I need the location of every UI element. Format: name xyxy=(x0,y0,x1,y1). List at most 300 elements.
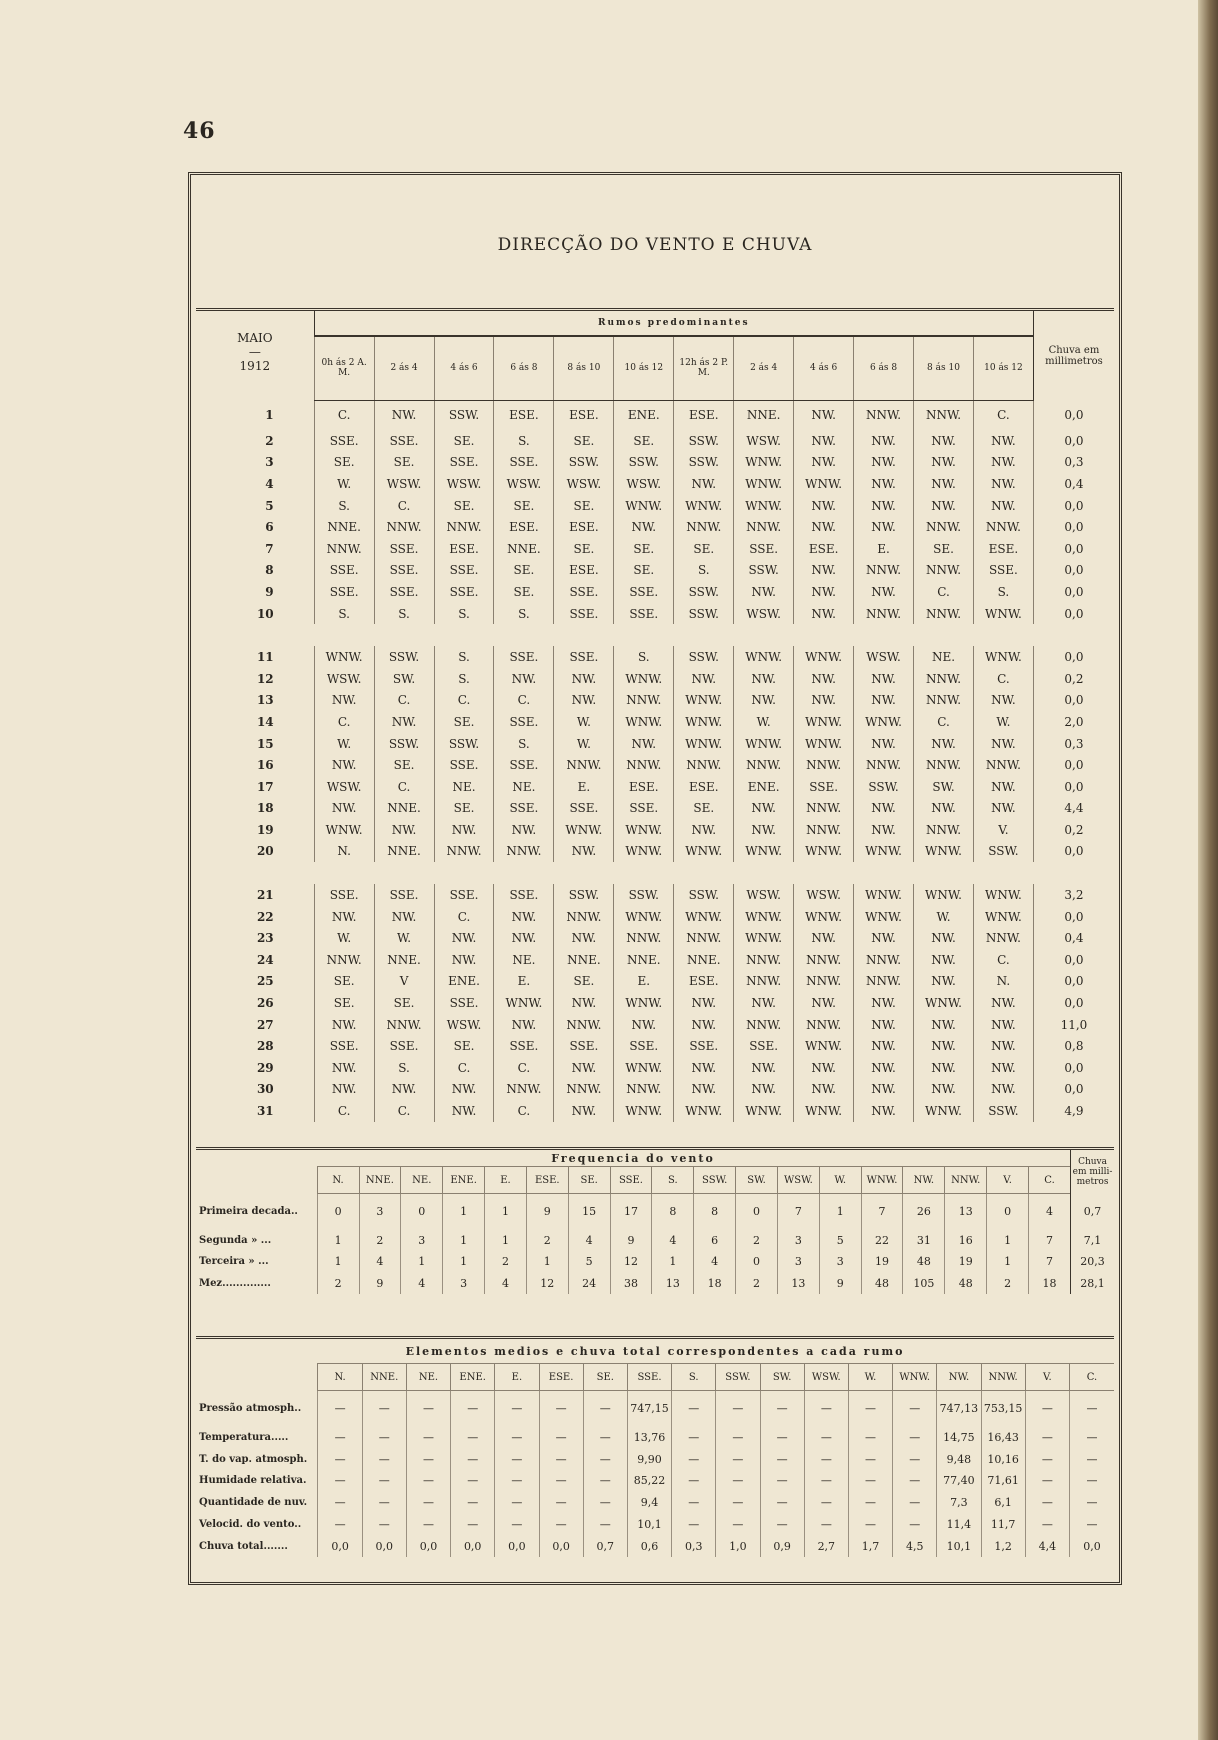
day-row xyxy=(196,1014,1114,1036)
wind-direction-cell: NW. xyxy=(614,516,674,538)
wind-direction-cell: NNW. xyxy=(854,949,914,971)
elements-cell: 10,1 xyxy=(937,1535,981,1557)
day-row xyxy=(196,1079,1114,1101)
frequency-cell: 0 xyxy=(736,1194,778,1230)
elements-cell: 11,7 xyxy=(981,1514,1025,1536)
frequency-row xyxy=(196,1273,1114,1295)
frequency-cell: 3 xyxy=(443,1273,485,1295)
wind-direction-cell: SSE. xyxy=(494,646,554,668)
wind-direction-cell: WNW. xyxy=(794,473,854,495)
wind-direction-cell: SSW. xyxy=(674,884,734,906)
wind-direction-cell: NNW. xyxy=(914,754,974,776)
wind-direction-cell: NW. xyxy=(854,430,914,452)
elements-cell: — xyxy=(451,1427,495,1449)
month-dash: — xyxy=(248,345,261,359)
elements-cell: — xyxy=(406,1492,450,1514)
group-header: Rumos predominantes xyxy=(314,311,1033,336)
wind-direction-cell: SSE. xyxy=(494,798,554,820)
wind-direction-cell: S. xyxy=(434,603,494,625)
day-number: 21 xyxy=(256,888,274,903)
elements-caption: Elementos medios e chuva total correspondentes a cada rumo xyxy=(405,1344,905,1358)
wind-direction-cell: N. xyxy=(314,841,374,863)
frequency-cell: 2 xyxy=(736,1230,778,1252)
wind-direction-cell: C. xyxy=(914,581,974,603)
rain-cell: 0,0 xyxy=(1033,400,1114,430)
elements-cell: — xyxy=(804,1427,848,1449)
day-number: 23 xyxy=(256,931,274,946)
wind-direction-cell: NW. xyxy=(794,430,854,452)
frequency-cell: 6 xyxy=(694,1230,736,1252)
wind-direction-cell: NW. xyxy=(914,798,974,820)
elements-cell: 4,4 xyxy=(1025,1535,1069,1557)
day-number: 31 xyxy=(256,1104,274,1119)
wind-direction-cell: WSW. xyxy=(614,473,674,495)
elements-cell: — xyxy=(760,1448,804,1470)
elements-cell: — xyxy=(804,1514,848,1536)
elements-cell: — xyxy=(804,1391,848,1427)
frequency-cell: 7 xyxy=(1029,1251,1071,1273)
elements-cell: 11,4 xyxy=(937,1514,981,1536)
wind-direction-cell: NW. xyxy=(794,992,854,1014)
wind-direction-cell: NW. xyxy=(794,516,854,538)
wind-direction-cell: E. xyxy=(494,971,554,993)
wind-direction-cell: NW. xyxy=(314,1057,374,1079)
elements-cell: — xyxy=(848,1448,892,1470)
wind-direction-cell: NNW. xyxy=(914,516,974,538)
elements-cell: 9,48 xyxy=(937,1448,981,1470)
elements-column-header: V. xyxy=(1025,1364,1069,1391)
elements-cell: — xyxy=(1069,1391,1114,1427)
frequency-column-header: NE. xyxy=(401,1167,443,1194)
wind-direction-cell: SSW. xyxy=(374,646,434,668)
frequency-rain-header: Chuva em milli-metros xyxy=(1071,1150,1114,1194)
elements-section xyxy=(196,1336,1114,1557)
wind-direction-cell: S. xyxy=(973,581,1033,603)
elements-column-header: NNW. xyxy=(981,1364,1025,1391)
elements-cell: 0,3 xyxy=(672,1535,716,1557)
wind-direction-cell: WNW. xyxy=(734,646,794,668)
wind-direction-cell: NW. xyxy=(854,1079,914,1101)
book-spine xyxy=(1198,0,1218,1740)
wind-direction-cell: S. xyxy=(374,1057,434,1079)
elements-cell: — xyxy=(804,1448,848,1470)
wind-direction-cell: SSE. xyxy=(554,1035,614,1057)
wind-direction-cell: SE. xyxy=(554,538,614,560)
wind-direction-cell: NE. xyxy=(434,776,494,798)
wind-direction-cell: WNW. xyxy=(973,906,1033,928)
wind-direction-cell: SSE. xyxy=(374,430,434,452)
wind-direction-cell: NNW. xyxy=(914,400,974,430)
day-row xyxy=(196,560,1114,582)
wind-direction-cell: NW. xyxy=(973,733,1033,755)
day-number: 22 xyxy=(256,909,274,924)
frequency-cell: 1 xyxy=(443,1230,485,1252)
wind-direction-cell: WNW. xyxy=(914,884,974,906)
wind-direction-cell: SSE. xyxy=(494,1035,554,1057)
frequency-cell: 26 xyxy=(903,1194,945,1230)
frequency-cell: 31 xyxy=(903,1230,945,1252)
wind-direction-cell: NW. xyxy=(794,495,854,517)
wind-direction-cell: NW. xyxy=(973,495,1033,517)
elements-cell: 0,0 xyxy=(451,1535,495,1557)
day-number: 16 xyxy=(256,758,274,773)
wind-direction-cell: NW. xyxy=(794,581,854,603)
wind-direction-cell: S. xyxy=(434,646,494,668)
frequency-row-label: Mez.............. xyxy=(199,1277,271,1289)
wind-direction-cell: NW. xyxy=(674,1079,734,1101)
wind-direction-cell: S. xyxy=(674,560,734,582)
wind-direction-cell: NW. xyxy=(314,754,374,776)
hour-header: 2 ás 4 xyxy=(374,336,434,400)
wind-direction-cell: SSE. xyxy=(554,798,614,820)
wind-direction-cell: SE. xyxy=(494,581,554,603)
year-label: 1912 xyxy=(239,359,271,373)
elements-cell: — xyxy=(1069,1470,1114,1492)
rain-cell: 2,0 xyxy=(1033,711,1114,733)
frequency-cell: 1 xyxy=(485,1194,527,1230)
wind-direction-cell: NW. xyxy=(434,949,494,971)
elements-cell: — xyxy=(848,1427,892,1449)
wind-direction-cell: WNW. xyxy=(854,711,914,733)
wind-direction-cell: NNW. xyxy=(854,971,914,993)
wind-direction-cell: WNW. xyxy=(973,603,1033,625)
wind-direction-cell: W. xyxy=(314,733,374,755)
wind-direction-cell: C. xyxy=(434,690,494,712)
wind-direction-cell: SSE. xyxy=(374,581,434,603)
rain-cell: 0,0 xyxy=(1033,1079,1114,1101)
wind-direction-cell: NW. xyxy=(494,668,554,690)
elements-cell: — xyxy=(495,1514,539,1536)
wind-direction-cell: SSE. xyxy=(314,581,374,603)
wind-direction-cell: WNW. xyxy=(914,992,974,1014)
wind-direction-cell: WNW. xyxy=(794,1035,854,1057)
day-number: 27 xyxy=(256,1017,274,1032)
day-row xyxy=(196,927,1114,949)
wind-direction-cell: C. xyxy=(374,690,434,712)
wind-direction-cell: NNW. xyxy=(434,841,494,863)
elements-cell: — xyxy=(760,1391,804,1427)
day-row xyxy=(196,516,1114,538)
wind-direction-cell: WNW. xyxy=(614,495,674,517)
wind-direction-cell: SE. xyxy=(314,971,374,993)
frequency-row xyxy=(196,1251,1114,1273)
frequency-cell: 2 xyxy=(736,1273,778,1295)
wind-direction-cell: SSE. xyxy=(554,646,614,668)
elements-cell: — xyxy=(760,1470,804,1492)
wind-direction-cell: SSE. xyxy=(734,538,794,560)
decade-gap xyxy=(196,624,1114,646)
elements-cell: — xyxy=(893,1391,937,1427)
hour-header: 10 ás 12 xyxy=(614,336,674,400)
wind-direction-cell: SE. xyxy=(374,452,434,474)
rain-cell: 0,0 xyxy=(1033,538,1114,560)
wind-direction-cell: NW. xyxy=(554,841,614,863)
elements-cell: — xyxy=(1025,1492,1069,1514)
wind-direction-cell: NNW. xyxy=(973,754,1033,776)
wind-direction-cell: ESE. xyxy=(554,516,614,538)
wind-direction-cell: W. xyxy=(973,711,1033,733)
wind-direction-cell: NW. xyxy=(973,1035,1033,1057)
wind-direction-cell: NNW. xyxy=(794,798,854,820)
wind-direction-cell: ESE. xyxy=(614,776,674,798)
wind-direction-cell: NW. xyxy=(854,992,914,1014)
wind-direction-cell: SSE. xyxy=(614,798,674,820)
wind-direction-cell: SE. xyxy=(434,430,494,452)
wind-direction-cell: NW. xyxy=(854,927,914,949)
elements-row xyxy=(196,1492,1114,1514)
wind-direction-cell: WNW. xyxy=(674,711,734,733)
elements-cell: — xyxy=(362,1448,406,1470)
day-number: 1 xyxy=(265,408,274,422)
elements-column-header: SSW. xyxy=(716,1364,760,1391)
frequency-cell: 2 xyxy=(987,1273,1029,1295)
wind-direction-cell: SE. xyxy=(614,560,674,582)
wind-direction-cell: S. xyxy=(494,733,554,755)
elements-cell: 747,13 xyxy=(937,1391,981,1427)
wind-direction-cell: WNW. xyxy=(674,906,734,928)
wind-direction-cell: WSW. xyxy=(314,776,374,798)
wind-direction-cell: SSW. xyxy=(734,560,794,582)
elements-cell: — xyxy=(716,1470,760,1492)
elements-cell: — xyxy=(760,1427,804,1449)
frequency-cell: 13 xyxy=(652,1273,694,1295)
wind-direction-cell: NW. xyxy=(973,992,1033,1014)
frequency-caption: Frequencia do vento xyxy=(551,1151,715,1165)
wind-direction-cell: S. xyxy=(374,603,434,625)
elements-cell: — xyxy=(716,1427,760,1449)
elements-cell: — xyxy=(583,1492,627,1514)
wind-direction-cell: SSE. xyxy=(374,884,434,906)
wind-direction-cell: WSW. xyxy=(734,884,794,906)
table-frame xyxy=(188,172,1122,1585)
wind-direction-cell: SE. xyxy=(434,798,494,820)
frequency-cell: 3 xyxy=(819,1251,861,1273)
frequency-cell: 48 xyxy=(903,1251,945,1273)
day-number: 5 xyxy=(265,498,274,513)
elements-cell: 85,22 xyxy=(627,1470,671,1492)
wind-direction-cell: NNW. xyxy=(854,603,914,625)
wind-direction-cell: N. xyxy=(973,971,1033,993)
wind-direction-cell: NW. xyxy=(794,1057,854,1079)
wind-direction-cell: S. xyxy=(494,430,554,452)
wind-direction-cell: NW. xyxy=(854,1057,914,1079)
frequency-cell: 2 xyxy=(485,1251,527,1273)
frequency-column-header: N. xyxy=(317,1167,359,1194)
elements-cell: — xyxy=(1069,1492,1114,1514)
day-row xyxy=(196,646,1114,668)
elements-cell: 753,15 xyxy=(981,1391,1025,1427)
day-row xyxy=(196,668,1114,690)
wind-direction-cell: SE. xyxy=(434,1035,494,1057)
day-number: 9 xyxy=(265,584,274,599)
elements-cell: 747,15 xyxy=(627,1391,671,1427)
wind-direction-cell: NW. xyxy=(734,819,794,841)
wind-direction-cell: SSE. xyxy=(314,1035,374,1057)
wind-direction-cell: NW. xyxy=(973,1014,1033,1036)
elements-cell: — xyxy=(539,1448,583,1470)
wind-direction-cell: NW. xyxy=(494,1014,554,1036)
frequency-rain-cell: 0,7 xyxy=(1071,1194,1114,1230)
wind-direction-cell: WNW. xyxy=(973,646,1033,668)
elements-cell: — xyxy=(318,1427,362,1449)
frequency-cell: 1 xyxy=(987,1251,1029,1273)
frequency-row xyxy=(196,1230,1114,1252)
wind-direction-cell: C. xyxy=(314,1100,374,1122)
wind-direction-cell: V. xyxy=(973,819,1033,841)
wind-direction-cell: SSW. xyxy=(973,1100,1033,1122)
wind-direction-cell: WNW. xyxy=(494,992,554,1014)
wind-direction-cell: NW. xyxy=(914,733,974,755)
day-row xyxy=(196,733,1114,755)
rain-cell: 4,4 xyxy=(1033,798,1114,820)
elements-cell: 1,7 xyxy=(848,1535,892,1557)
frequency-cell: 15 xyxy=(568,1194,610,1230)
wind-direction-cell: SW. xyxy=(374,668,434,690)
elements-cell: 13,76 xyxy=(627,1427,671,1449)
frequency-column-header: SW. xyxy=(736,1167,778,1194)
wind-direction-cell: NW. xyxy=(914,1035,974,1057)
wind-direction-cell: NW. xyxy=(854,798,914,820)
wind-direction-cell: WNW. xyxy=(734,841,794,863)
wind-direction-cell: NW. xyxy=(794,400,854,430)
wind-direction-cell: NNW. xyxy=(794,754,854,776)
frequency-cell: 1 xyxy=(443,1251,485,1273)
frequency-cell: 1 xyxy=(819,1194,861,1230)
wind-direction-cell: SSE. xyxy=(434,992,494,1014)
wind-direction-cell: WNW. xyxy=(614,819,674,841)
frequency-column-header: WSW. xyxy=(777,1167,819,1194)
wind-direction-cell: SSE. xyxy=(494,452,554,474)
elements-cell: 9,4 xyxy=(627,1492,671,1514)
elements-cell: — xyxy=(672,1448,716,1470)
wind-direction-cell: SSE. xyxy=(314,430,374,452)
elements-cell: — xyxy=(672,1427,716,1449)
wind-direction-cell: NNW. xyxy=(494,841,554,863)
wind-direction-cell: NW. xyxy=(674,1057,734,1079)
frequency-cell: 1 xyxy=(317,1230,359,1252)
wind-direction-cell: SE. xyxy=(374,754,434,776)
day-number: 14 xyxy=(256,714,274,729)
elements-cell: — xyxy=(495,1492,539,1514)
frequency-cell: 0 xyxy=(736,1251,778,1273)
rain-cell: 0,8 xyxy=(1033,1035,1114,1057)
wind-direction-cell: NNW. xyxy=(854,400,914,430)
frequency-column-header: ESE. xyxy=(526,1167,568,1194)
wind-direction-cell: NW. xyxy=(734,798,794,820)
elements-cell: — xyxy=(362,1492,406,1514)
elements-column-header: S. xyxy=(672,1364,716,1391)
wind-direction-cell: C. xyxy=(374,1100,434,1122)
elements-cell: — xyxy=(1025,1448,1069,1470)
wind-direction-cell: NNW. xyxy=(554,1014,614,1036)
wind-direction-cell: C. xyxy=(434,906,494,928)
elements-row xyxy=(196,1391,1114,1427)
day-number: 3 xyxy=(265,455,274,470)
frequency-column-header: C. xyxy=(1029,1167,1071,1194)
elements-cell: 10,16 xyxy=(981,1448,1025,1470)
wind-direction-cell: NW. xyxy=(554,690,614,712)
elements-column-header: ENE. xyxy=(451,1364,495,1391)
wind-direction-cell: NNW. xyxy=(314,949,374,971)
wind-direction-cell: SSW. xyxy=(614,452,674,474)
wind-direction-cell: NW. xyxy=(973,690,1033,712)
day-number: 13 xyxy=(256,693,274,708)
wind-direction-cell: SSE. xyxy=(434,560,494,582)
elements-cell: 71,61 xyxy=(981,1470,1025,1492)
frequency-section xyxy=(196,1147,1114,1294)
wind-direction-cell: S. xyxy=(314,495,374,517)
elements-cell: — xyxy=(1025,1470,1069,1492)
rain-cell: 0,0 xyxy=(1033,516,1114,538)
wind-direction-cell: NW. xyxy=(914,1057,974,1079)
elements-cell: — xyxy=(716,1514,760,1536)
wind-direction-cell: W. xyxy=(314,473,374,495)
elements-column-header: WNW. xyxy=(893,1364,937,1391)
wind-direction-cell: NW. xyxy=(554,927,614,949)
wind-direction-cell: SE. xyxy=(674,538,734,560)
elements-cell: — xyxy=(539,1514,583,1536)
wind-direction-cell: S. xyxy=(614,646,674,668)
wind-direction-cell: SSW. xyxy=(674,430,734,452)
elements-cell: — xyxy=(848,1470,892,1492)
elements-cell: — xyxy=(495,1470,539,1492)
elements-cell: — xyxy=(451,1448,495,1470)
wind-direction-cell: WSW. xyxy=(314,668,374,690)
wind-direction-cell: WNW. xyxy=(674,690,734,712)
wind-direction-cell: ENE. xyxy=(734,776,794,798)
frequency-cell: 2 xyxy=(359,1230,401,1252)
elements-cell: 0,6 xyxy=(627,1535,671,1557)
rain-cell: 0,0 xyxy=(1033,776,1114,798)
wind-direction-cell: WNW. xyxy=(614,711,674,733)
wind-direction-cell: NW. xyxy=(794,668,854,690)
wind-direction-cell: SE. xyxy=(434,495,494,517)
page-number: 46 xyxy=(183,118,216,144)
wind-direction-cell: WNW. xyxy=(854,884,914,906)
frequency-cell: 38 xyxy=(610,1273,652,1295)
frequency-column-header: NNW. xyxy=(945,1167,987,1194)
frequency-cell: 48 xyxy=(861,1273,903,1295)
frequency-rain-cell: 20,3 xyxy=(1071,1251,1114,1273)
wind-direction-cell: NW. xyxy=(734,668,794,690)
wind-direction-cell: W. xyxy=(554,733,614,755)
wind-direction-cell: NNW. xyxy=(554,754,614,776)
wind-direction-cell: NW. xyxy=(914,452,974,474)
day-number: 2 xyxy=(265,433,274,448)
wind-direction-cell: NW. xyxy=(794,1079,854,1101)
frequency-cell: 48 xyxy=(945,1273,987,1295)
wind-direction-cell: NNE. xyxy=(374,841,434,863)
frequency-column-header: S. xyxy=(652,1167,694,1194)
wind-direction-cell: S. xyxy=(494,603,554,625)
elements-cell: — xyxy=(716,1492,760,1514)
elements-cell: — xyxy=(1069,1448,1114,1470)
elements-row-label: Humidade relativa. xyxy=(199,1475,307,1487)
elements-column-header: SE. xyxy=(583,1364,627,1391)
frequency-cell: 16 xyxy=(945,1230,987,1252)
rain-cell: 0,3 xyxy=(1033,733,1114,755)
elements-cell: — xyxy=(672,1492,716,1514)
wind-direction-cell: SSW. xyxy=(614,884,674,906)
day-number: 15 xyxy=(256,736,274,751)
elements-column-header: ESE. xyxy=(539,1364,583,1391)
wind-direction-cell: WNW. xyxy=(674,1100,734,1122)
elements-cell: — xyxy=(804,1492,848,1514)
wind-direction-cell: NW. xyxy=(554,1100,614,1122)
day-row xyxy=(196,819,1114,841)
elements-row-label: Chuva total....... xyxy=(199,1540,288,1552)
wind-direction-cell: SE. xyxy=(434,711,494,733)
